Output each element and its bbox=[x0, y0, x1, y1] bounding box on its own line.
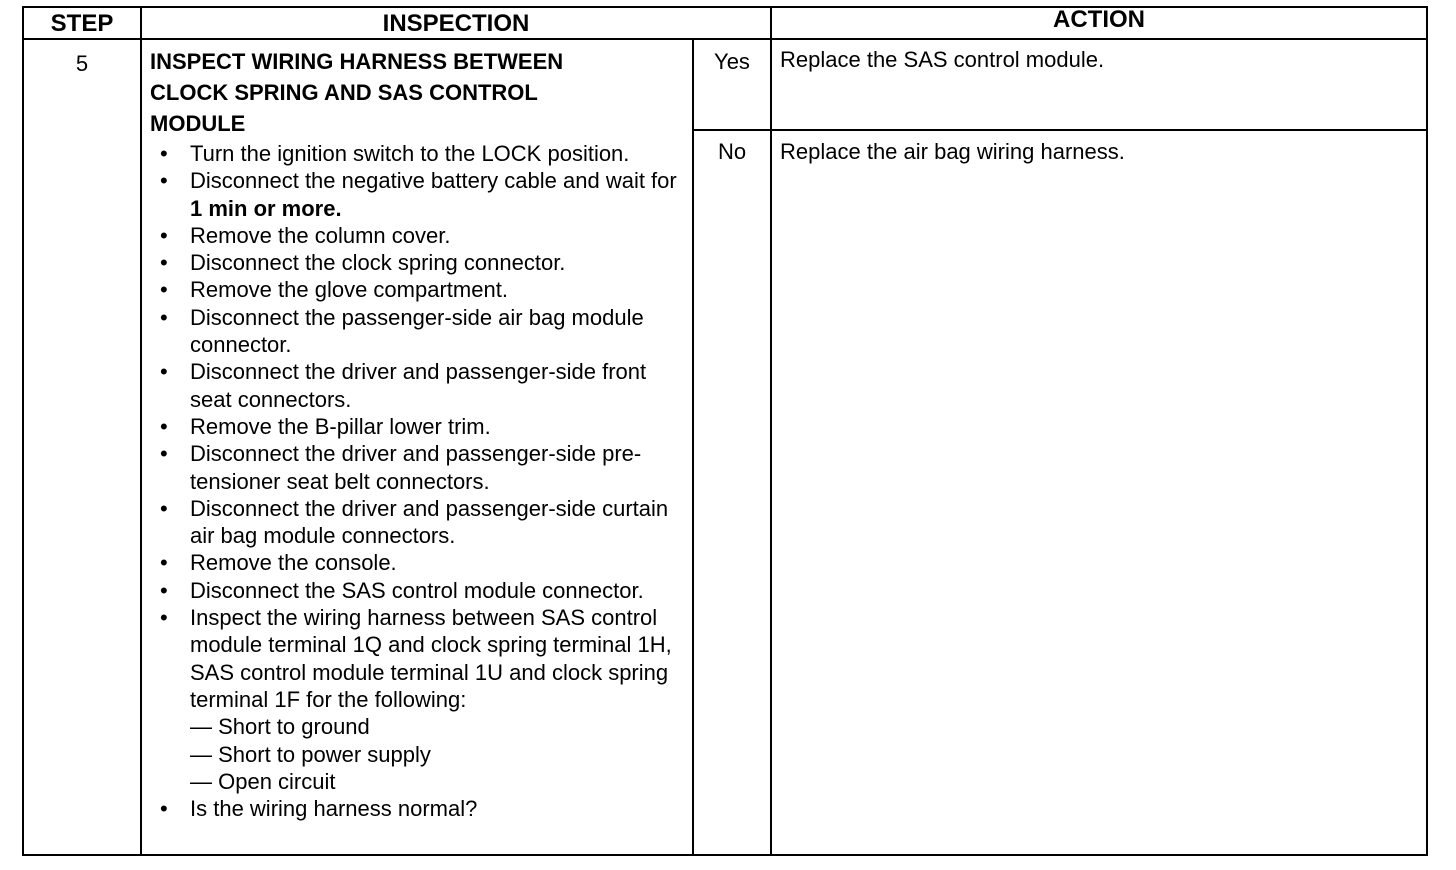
list-item bbox=[144, 167, 690, 222]
header-action: ACTION bbox=[1053, 6, 1145, 33]
list-item bbox=[144, 304, 690, 359]
rule-after-inspection bbox=[770, 8, 772, 854]
list-item-text: Disconnect the driver and passenger-side front seat connectors. bbox=[190, 359, 647, 412]
list-item bbox=[144, 249, 690, 276]
list-item-text: Remove the B-pillar lower trim. bbox=[190, 413, 491, 439]
header-inspection: INSPECTION bbox=[382, 10, 530, 37]
list-item bbox=[144, 140, 690, 167]
inspection-title bbox=[150, 46, 690, 139]
list-item bbox=[144, 549, 690, 576]
list-item bbox=[144, 276, 690, 303]
inspection-table bbox=[22, 6, 1428, 856]
list-item bbox=[144, 358, 690, 413]
list-item-text: Remove the glove compartment. bbox=[190, 277, 508, 303]
list-item bbox=[144, 222, 690, 249]
inspection-title-line: MODULE bbox=[150, 111, 246, 136]
rule-under-header bbox=[24, 38, 1426, 40]
procedure-list bbox=[144, 140, 690, 822]
inspection-title-line: INSPECT WIRING HARNESS BETWEEN bbox=[150, 49, 564, 74]
no-action-text: Replace the air bag wiring harness. bbox=[780, 139, 1125, 164]
fault-condition: — Open circuit bbox=[190, 768, 336, 794]
list-item bbox=[144, 495, 690, 550]
rule-between-yes-no bbox=[692, 129, 1426, 131]
list-item-text: Turn the ignition switch to the LOCK position. bbox=[190, 141, 630, 166]
yes-action-text: Replace the SAS control module. bbox=[780, 47, 1105, 72]
fault-condition: — Short to ground bbox=[190, 714, 370, 740]
list-item bbox=[144, 413, 690, 440]
fault-condition-list bbox=[190, 713, 690, 795]
list-item-text: Remove the column cover. bbox=[190, 222, 451, 248]
list-item-text: Is the wiring harness normal? bbox=[190, 796, 478, 822]
fault-condition: — Short to power supply bbox=[190, 741, 431, 767]
rule-after-step bbox=[140, 8, 142, 854]
list-item bbox=[144, 577, 690, 604]
list-item bbox=[144, 604, 690, 795]
list-item-text: Disconnect the negative battery cable and wait for bbox=[190, 168, 677, 194]
result-yes-label: Yes bbox=[714, 49, 750, 74]
list-item bbox=[144, 440, 690, 495]
list-item-text: Disconnect the SAS control module connector. bbox=[190, 577, 644, 603]
list-item-text: Remove the console. bbox=[190, 550, 397, 576]
header-step: STEP bbox=[50, 10, 114, 37]
list-item bbox=[144, 795, 690, 822]
list-item-text: Disconnect the driver and passenger-side pre-tensioner seat belt connectors. bbox=[190, 441, 642, 494]
step-number: 5 bbox=[75, 51, 89, 76]
wait-time-emphasis: 1 min or more. bbox=[190, 195, 342, 221]
list-item-text: Disconnect the clock spring connector. bbox=[190, 250, 566, 276]
list-item-text: Disconnect the driver and passenger-side curtain air bag module connectors. bbox=[190, 495, 669, 549]
result-no-label: No bbox=[717, 139, 747, 164]
inspection-title-line: CLOCK SPRING AND SAS CONTROL bbox=[150, 80, 538, 105]
list-item-text: Inspect the wiring harness between SAS control module terminal 1Q and clock spring terminal 1H, SAS control module terminal 1U and clock spring terminal 1F for the following: bbox=[190, 605, 672, 712]
list-item-text: Disconnect the passenger-side air bag module connector. bbox=[190, 304, 644, 358]
